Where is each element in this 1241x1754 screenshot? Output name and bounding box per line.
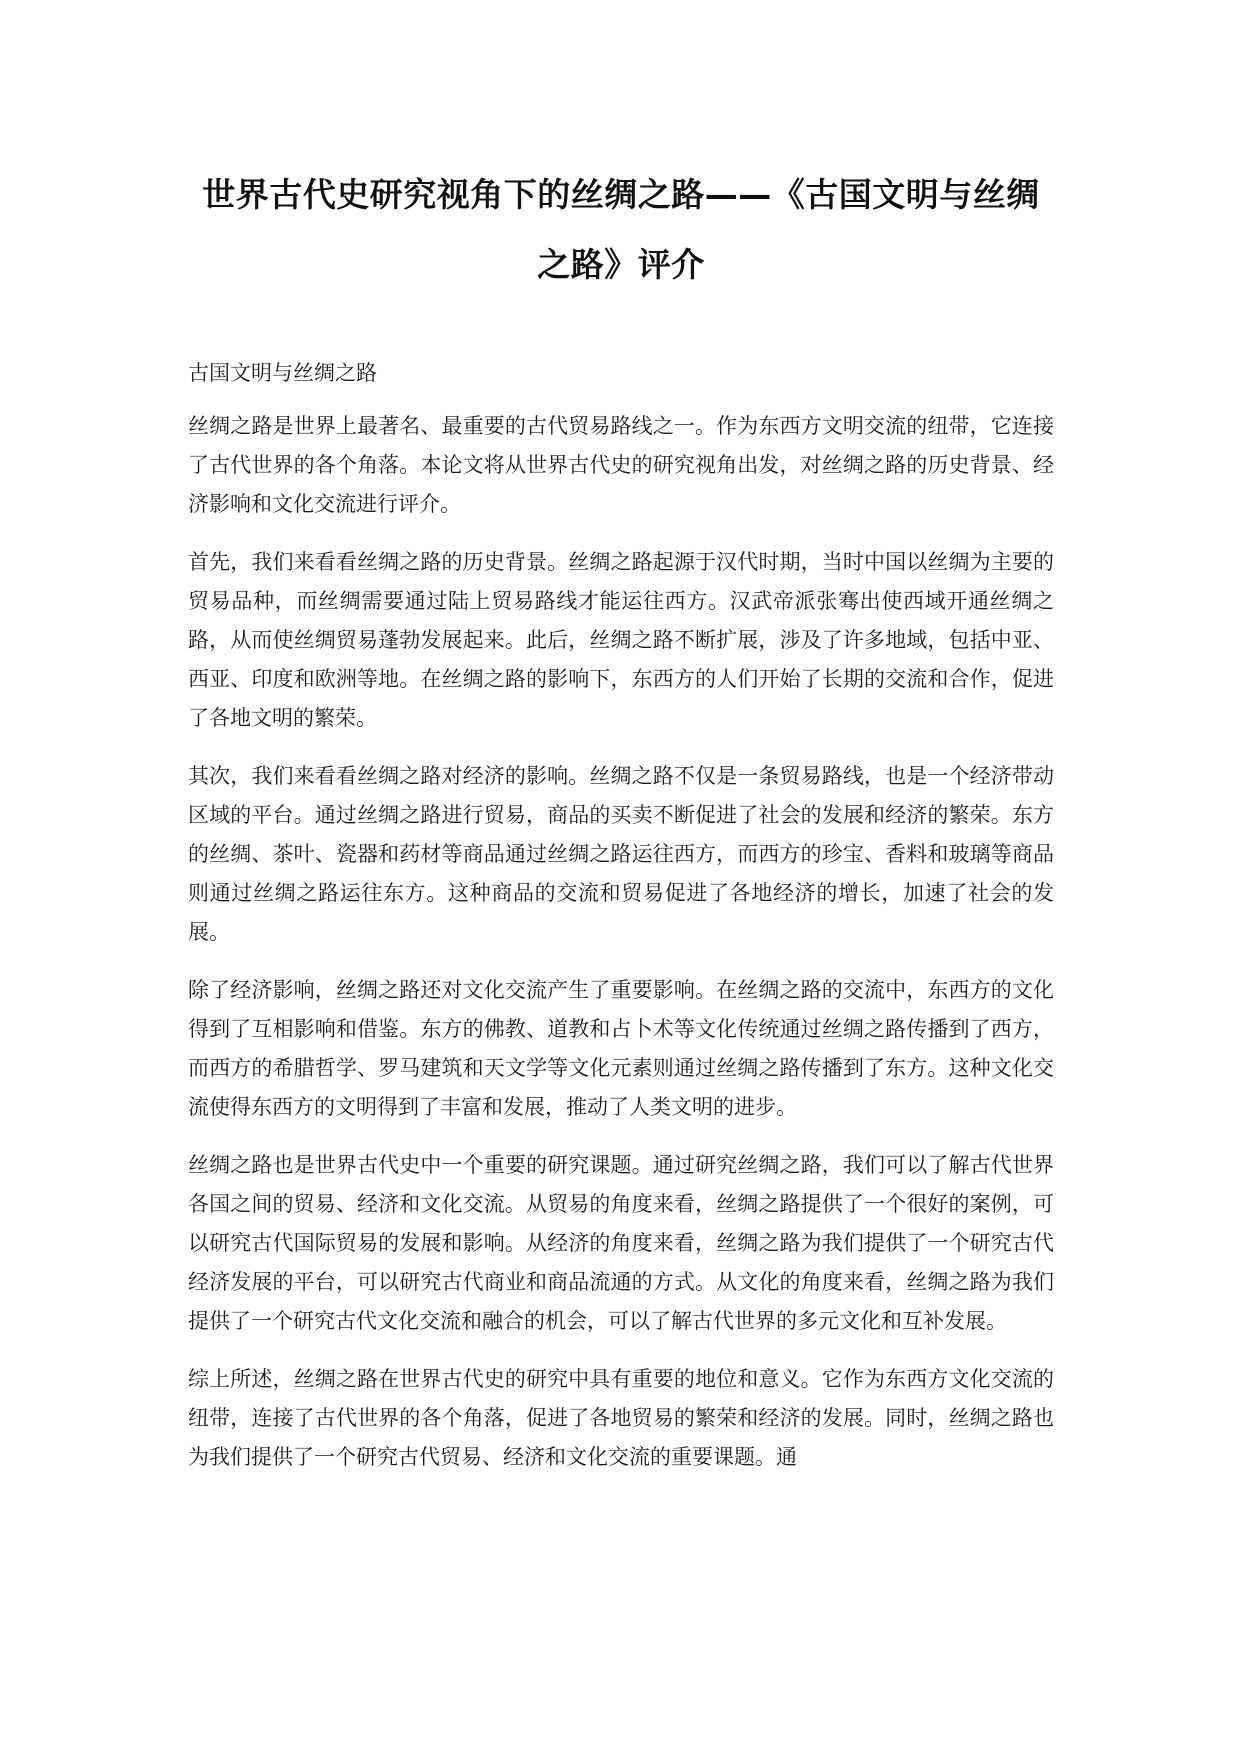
paragraph-1: 丝绸之路是世界上最著名、最重要的古代贸易路线之一。作为东西方文明交流的纽带，它连接了古代世界的各个角落。本论文将从世界古代史的研究视角出发，对丝绸之路的历史背景、经济影响和文化交流进行评介。 xyxy=(188,414,1054,516)
document-title: 世界古代史研究视角下的丝绸之路——《古国文明与丝绸之路》评介 xyxy=(202,175,1040,284)
paragraph-5: 丝绸之路也是世界古代史中一个重要的研究课题。通过研究丝绸之路，我们可以了解古代世界各国之间的贸易、经济和文化交流。从贸易的角度来看，丝绸之路提供了一个很好的案例，可以研究古代国际贸易的发展和影响。从经济的角度来看，丝绸之路为我们提供了一个研究古代经济发展的平台，可以研究古代商业和商品流通的方式。从文化的角度来看，丝绸之路为我们提供了一个研究古代文化交流和融合的机会，可以了解古代世界的多元文化和互补发展。 xyxy=(188,1153,1054,1333)
paragraph-6: 综上所述，丝绸之路在世界古代史的研究中具有重要的地位和意义。它作为东西方文化交流的纽带，连接了古代世界的各个角落，促进了各地贸易的繁荣和经济的发展。同时，丝绸之路也为我们提供了一个研究古代贸易、经济和文化交流的重要课题。通 xyxy=(188,1367,1054,1469)
paragraph-4: 除了经济影响，丝绸之路还对文化交流产生了重要影响。在丝绸之路的交流中，东西方的文化得到了互相影响和借鉴。东方的佛教、道教和占卜术等文化传统通过丝绸之路传播到了西方，而西方的希腊哲学、罗马建筑和天文学等文化元素则通过丝绸之路传播到了东方。这种文化交流使得东西方的文明得到了丰富和发展，推动了人类文明的进步。 xyxy=(188,978,1054,1119)
paragraph-3: 其次，我们来看看丝绸之路对经济的影响。丝绸之路不仅是一条贸易路线，也是一个经济带动区域的平台。通过丝绸之路进行贸易，商品的买卖不断促进了社会的发展和经济的繁荣。东方的丝绸、茶叶、瓷器和药材等商品通过丝绸之路运往西方，而西方的珍宝、香料和玻璃等商品则通过丝绸之路运往东方。这种商品的交流和贸易促进了各地经济的增长，加速了社会的发展。 xyxy=(188,764,1054,944)
document-page xyxy=(188,160,1054,1720)
document-subtitle: 古国文明与丝绸之路 xyxy=(188,361,377,385)
paragraph-2: 首先，我们来看看丝绸之路的历史背景。丝绸之路起源于汉代时期，当时中国以丝绸为主要的贸易品种，而丝绸需要通过陆上贸易路线才能运往西方。汉武帝派张骞出使西域开通丝绸之路，从而使丝绸贸易蓬勃发展起来。此后，丝绸之路不断扩展，涉及了许多地域，包括中亚、西亚、印度和欧洲等地。在丝绸之路的影响下，东西方的人们开始了长期的交流和合作，促进了各地文明的繁荣。 xyxy=(188,550,1054,730)
